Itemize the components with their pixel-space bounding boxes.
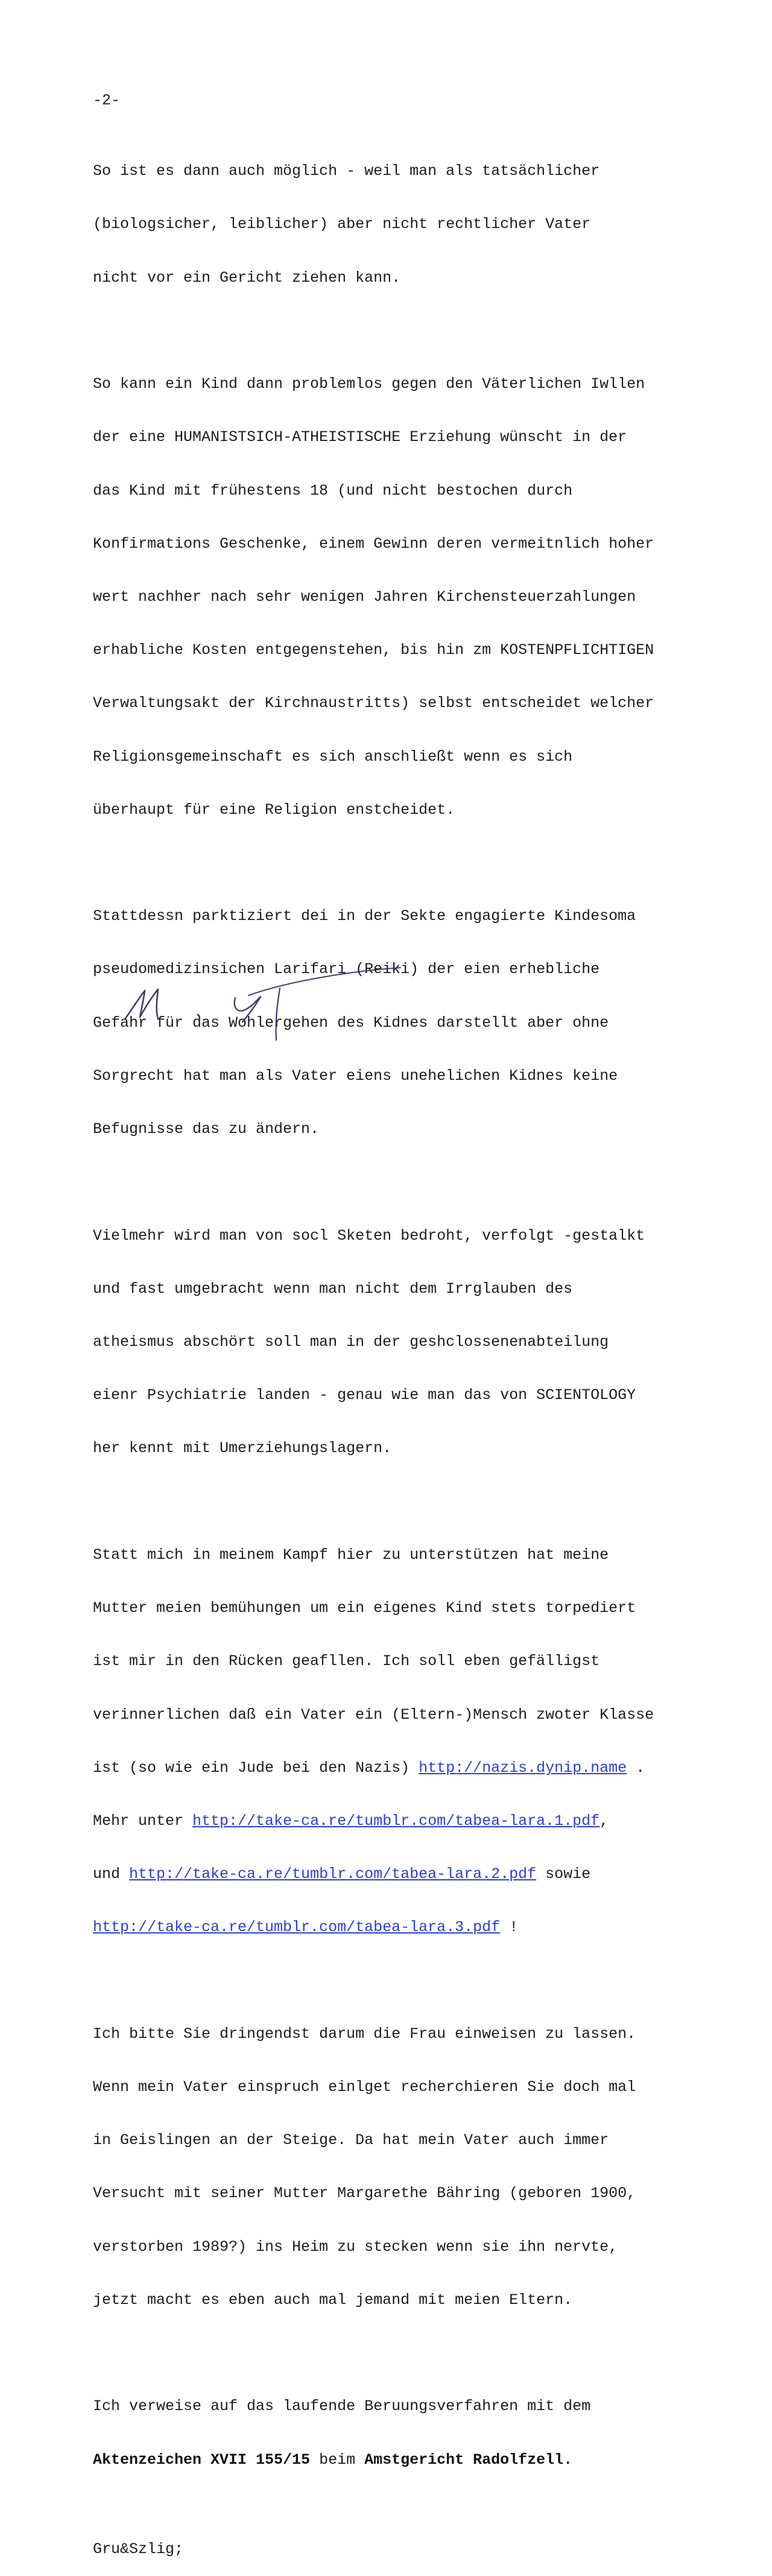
text-segment: . xyxy=(627,1759,645,1777)
text-line: atheismus abschört soll man in der geshclossenenabteilung xyxy=(93,1333,609,1351)
link-tabea-lara-1[interactable]: http://take-ca.re/tumblr.com/tabea-lara.1.pdf xyxy=(192,1812,600,1830)
text-line xyxy=(93,1812,744,1830)
text-line: Gefahr für das Wohlergehen des Kidnes darstellt aber ohne xyxy=(93,1014,609,1032)
text-line: So kann ein Kind dann problemlos gegen den Väterlichen Iwllen xyxy=(93,375,645,393)
text-line: Vielmehr wird man von socl Sketen bedroht, verfolgt -gestalkt xyxy=(93,1226,645,1245)
text-segment: beim xyxy=(310,2451,365,2469)
text-line: wert nachher nach sehr wenigen Jahren Kirchensteuerzahlungen xyxy=(93,588,636,606)
text-line: in Geislingen an der Steige. Da hat mein Vater auch immer xyxy=(93,2131,609,2149)
text-line: eienr Psychiatrie landen - genau wie man das von SCIENTOLOGY xyxy=(93,1386,636,1404)
text-segment: . xyxy=(563,2451,573,2469)
text-line xyxy=(93,2451,744,2469)
text-line: der eine HUMANISTSICH-ATHEISTISCHE Erziehung wünscht in der xyxy=(93,428,627,446)
text-line: Religionsgemeinschaft es sich anschließt wenn es sich xyxy=(93,747,573,766)
text-line: pseudomedizinsichen Larifari (Reiki) der eien erhebliche xyxy=(93,960,600,979)
text-segment: , xyxy=(600,1812,609,1830)
paragraph-7 xyxy=(93,2362,744,2504)
text-line: und fast umgebracht wenn man nicht dem Irrglauben des xyxy=(93,1280,573,1298)
text-segment: Mehr unter xyxy=(93,1812,193,1830)
text-line: das Kind mit frühestens 18 (und nicht bestochen durch xyxy=(93,481,573,500)
case-number: Aktenzeichen XVII 155/15 xyxy=(93,2451,311,2469)
text-segment: sowie xyxy=(536,1865,591,1883)
text-line: Ich verweise auf das laufende Beruungsverfahren mit dem xyxy=(93,2397,591,2416)
text-line: Statt mich in meinem Kampf hier zu unterstützen hat meine xyxy=(93,1546,609,1564)
paragraph-5 xyxy=(93,1511,744,1972)
text-line: her kennt mit Umerziehungslagern. xyxy=(93,1439,392,1458)
link-tabea-lara-2[interactable]: http://take-ca.re/tumblr.com/tabea-lara.2.pdf xyxy=(129,1865,537,1883)
handwritten-signature xyxy=(109,963,422,1047)
text-line xyxy=(93,1759,744,1777)
page-number: -2- xyxy=(93,92,121,109)
link-nazis-dynip[interactable]: http://nazis.dynip.name xyxy=(419,1759,627,1777)
text-line: Befugnisse das zu ändern. xyxy=(93,1120,320,1138)
text-line: überhaupt für eine Religion enstcheidet. xyxy=(93,801,455,819)
text-line: erhabliche Kosten entgegenstehen, bis hin zm KOSTENPFLICHTIGEN xyxy=(93,641,654,659)
text-line: Stattdessn parktiziert dei in der Sekte engagierte Kindesoma xyxy=(93,907,636,925)
text-line: verinnerlichen daß ein Vater ein (Eltern-)Mensch zwoter Klasse xyxy=(93,1705,654,1724)
text-line: (biologsicher, leiblicher) aber nicht rechtlicher Vater xyxy=(93,215,591,233)
text-segment: ist (so wie ein Jude bei den Nazis) xyxy=(93,1759,419,1777)
letter-page xyxy=(93,92,744,2576)
text-line: Versucht mit seiner Mutter Margarethe Bähring (geboren 1900, xyxy=(93,2184,636,2203)
text-line: jetzt macht es eben auch mal jemand mit meien Eltern. xyxy=(93,2291,573,2309)
text-line: Wenn mein Vater einspruch einlget recherchieren Sie doch mal xyxy=(93,2078,636,2096)
text-line: ist mir in den Rücken geafllen. Ich soll eben gefälligst xyxy=(93,1652,600,1670)
paragraph-4 xyxy=(93,1191,744,1493)
link-tabea-lara-3[interactable]: http://take-ca.re/tumblr.com/tabea-lara.3.pdf xyxy=(93,1918,501,1937)
paragraph-2 xyxy=(93,340,744,854)
text-line xyxy=(93,1865,744,1883)
closing-greeting: Gru&Szlig; xyxy=(93,2540,184,2558)
text-line: Konfirmations Geschenke, einem Gewinn deren vermeitnlich hoher xyxy=(93,535,654,553)
text-line: nicht vor ein Gericht ziehen kann. xyxy=(93,268,401,287)
text-line: verstorben 1989?) ins Heim zu stecken wenn sie ihn nervte, xyxy=(93,2238,618,2256)
court-name: Amstgericht Radolfzell xyxy=(364,2451,564,2469)
text-line: Ich bitte Sie dringendst darum die Frau einweisen zu lassen. xyxy=(93,2025,636,2043)
text-line: Verwaltungsakt der Kirchnaustritts) selbst entscheidet welcher xyxy=(93,694,654,712)
paragraph-6 xyxy=(93,1990,744,2344)
text-line xyxy=(93,1918,744,1936)
text-line: Mutter meien bemühungen um ein eigenes Kind stets torpediert xyxy=(93,1599,636,1617)
text-line: So ist es dann auch möglich - weil man als tatsächlicher xyxy=(93,162,600,180)
text-segment: ! xyxy=(500,1918,519,1937)
text-segment: und xyxy=(93,1865,130,1883)
paragraph-1 xyxy=(93,127,744,322)
text-line: Sorgrecht hat man als Vater eiens unehelichen Kidnes keine xyxy=(93,1067,618,1085)
